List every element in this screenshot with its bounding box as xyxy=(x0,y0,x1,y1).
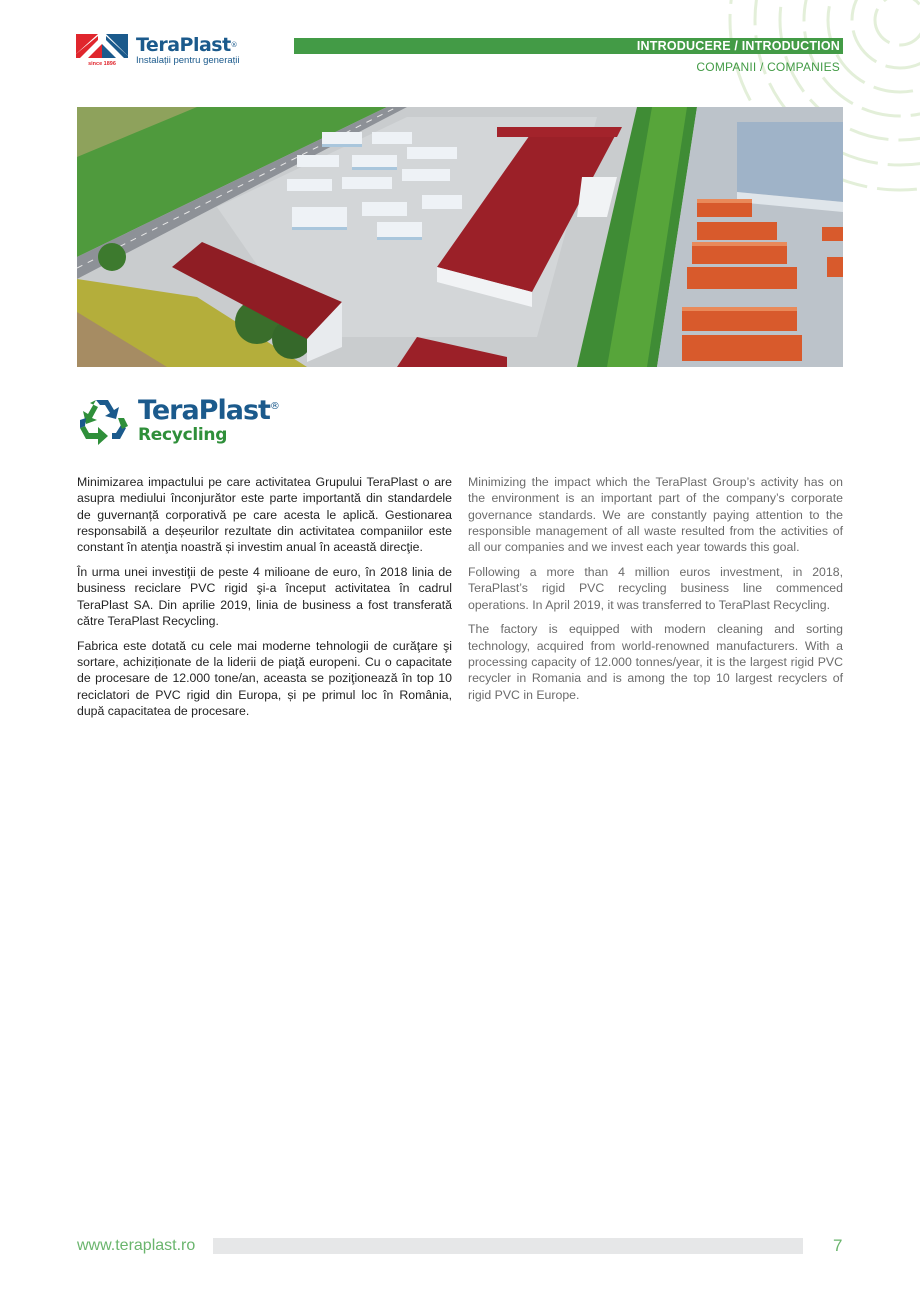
teraplast-recycling-logo xyxy=(76,394,279,448)
paragraph-ro-1: Minimizarea impactului pe care activitatea Grupului TeraPlast o are asupra mediului înconjurător este parte importantă din standardele de guvernanță corporativă pe care acesta le aplică. Gestionarea responsabilă a deșeurilor rezultate din activitatea companiilor este constant în atenţia noastră și investim anual în această direcţie. xyxy=(77,475,452,555)
paragraph-en-2: Following a more than 4 million euros investment, in 2018, TeraPlast’s rigid PVC recycling business line commenced operations. In April 2019, it was transferred to TeraPlast Recycling. xyxy=(468,564,843,612)
romanian-text-column xyxy=(77,474,452,728)
footer-website-link[interactable]: www.teraplast.ro xyxy=(77,1237,196,1254)
brand-name: TeraPlast® xyxy=(136,34,238,56)
section-title: INTRODUCERE / INTRODUCTION xyxy=(636,39,840,53)
svg-text:since 1896: since 1896 xyxy=(88,61,116,66)
paragraph-ro-3: Fabrica este dotată cu cele mai moderne tehnologii de curăţare şi sortare, achiziționate de la liderii de piaţă europeni. Cu o capacitate de procesare de 12.000 tone/an, aceasta se poziţionează în top 10 reciclatori de PVC rigid din Europa, și pe primul loc în România, după capacitatea de procesare. xyxy=(77,638,452,718)
hero-image xyxy=(77,107,843,367)
page-number: 7 xyxy=(833,1236,843,1255)
paragraph-en-3: The factory is equipped with modern cleaning and sorting technology, acquired from world-renowned manufacturers. With a processing capacity of 12.000 tonnes/year, it is the largest rigid PVC recycler in Romania and is among the top 10 largest recyclers of rigid PVC in Europe. xyxy=(468,622,843,702)
brand-tagline: Instalații pentru generații xyxy=(136,55,240,66)
english-text-column xyxy=(468,474,843,711)
teraplast-roof-icon xyxy=(76,34,128,66)
paragraph-en-1: Minimizing the impact which the TeraPlast Group’s activity has on the environment is an important part of the company’s corporate governance standards. We are constantly paying attention to the responsible management of all waste resulted from the activities of all our companies and we invest each year towards this goal. xyxy=(468,475,843,555)
footer-divider-bar xyxy=(213,1238,803,1254)
teraplast-logo[interactable] xyxy=(76,34,240,66)
section-subtitle: COMPANII / COMPANIES xyxy=(696,60,840,74)
recycle-icon xyxy=(76,394,130,448)
paragraph-ro-2: În urma unei investiţii de peste 4 milioane de euro, în 2018 linia de business reciclare PVC rigid şi-a început activitatea în cadrul TeraPlast SA. Din aprilie 2019, linia de business a fost transferată către TeraPlast Recycling. xyxy=(77,564,452,628)
recycling-brand-subtitle: Recycling xyxy=(138,425,228,445)
recycling-brand-name: TeraPlast® xyxy=(138,395,279,426)
